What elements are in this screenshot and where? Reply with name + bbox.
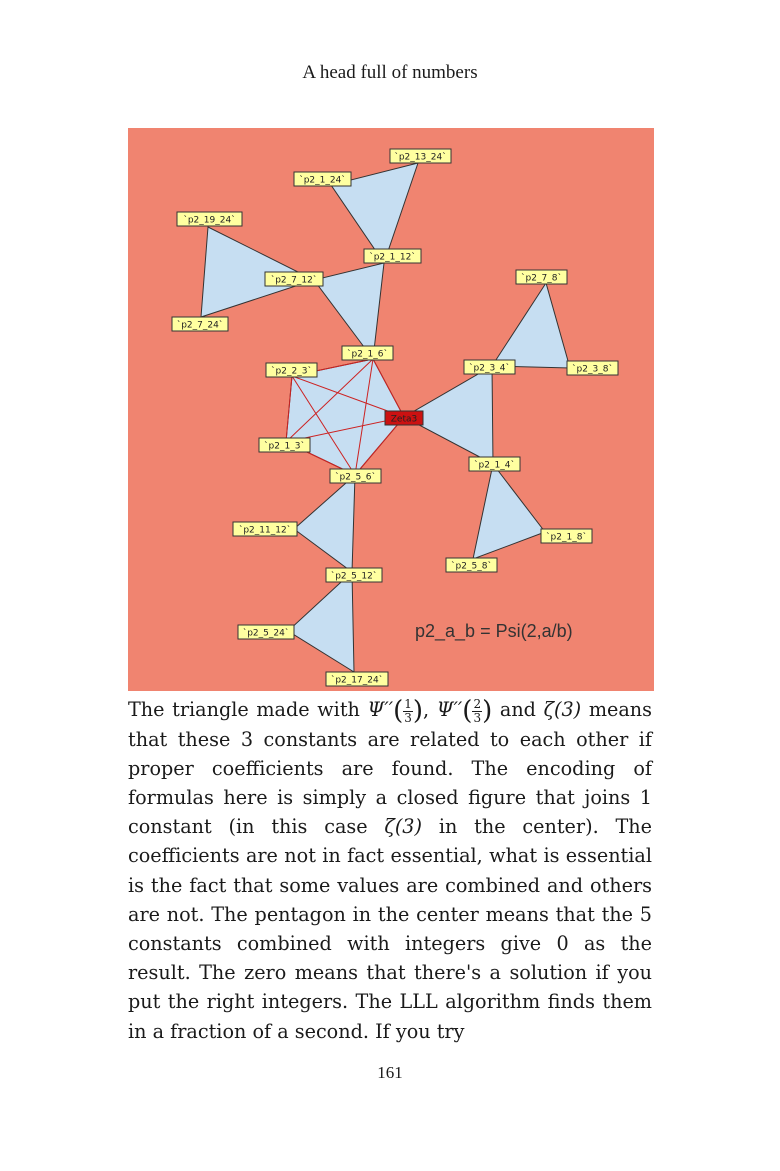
node-p2-1-12 [364, 249, 421, 263]
text-intro: The triangle made with [128, 698, 368, 721]
node-label: `p2_13_24` [394, 152, 447, 163]
body-paragraph: The triangle made with Ψ′′( $\frac{1}{3}$ ), Ψ′′( $\frac{2}{3}$ ) and ζ(3) means that these 3 constants are related to each other if proper coefficients are found. The encoding of formulas here is simply a closed figure that joins 1 constant (in this case ζ(3) in the center). The coefficients are not in fact essential, what is essential is the fact that some values are combined and others are not. The pentagon in the center means that the 5 constants combined with integers give 0 as the result. The zero means that there's a solution if you put the right integers. The LLL algorithm finds them in a fraction of a second. If you try [128, 696, 653, 1043]
fraction-one-third [403, 698, 413, 725]
text-middle: means that these 3 constants are related to each other if proper coefficients are found. The encoding of formulas here is simply a closed figure that joins 1 constant (in this case [128, 698, 653, 839]
node-label: `p2_1_12` [369, 252, 416, 263]
node-p2-1-3 [259, 438, 310, 452]
node-label: `p2_11_12` [238, 525, 292, 536]
node-p2-11-12 [233, 522, 297, 536]
node-label: `p2_7_12` [270, 275, 318, 286]
node-label: `p2_1_8` [546, 532, 587, 543]
node-p2-1-6 [342, 346, 393, 360]
node-p2-5-8 [446, 558, 497, 572]
node-p2-5-12 [326, 568, 382, 582]
fraction-two-thirds [472, 698, 482, 725]
node-p2-7-24 [172, 317, 228, 331]
node-p2-7-8 [516, 270, 567, 284]
fraction-denominator: 3 [473, 710, 482, 725]
node-p2-1-4 [469, 457, 520, 471]
comma: , [423, 698, 437, 721]
node-label: `p2_7_24` [176, 320, 224, 331]
node-label: `p2_3_4` [469, 363, 510, 374]
node-label: `p2_1_4` [474, 460, 515, 471]
running-header: A head full of numbers [302, 62, 478, 83]
fraction-numerator: 2 [473, 696, 482, 711]
psi-symbol: Ψ′′ [436, 698, 463, 721]
node-label: `p2_17_24` [330, 675, 384, 686]
fraction-denominator: 3 [404, 710, 412, 725]
formula-label: p2_a_b = Psi(2,a/b) [415, 621, 573, 641]
fraction-numerator: 1 [404, 696, 412, 711]
node-label: `p2_1_24` [299, 175, 346, 186]
node-p2-7-12 [265, 272, 323, 286]
node-label: `p2_5_6` [335, 472, 376, 483]
node-p2-5-24 [238, 625, 294, 639]
node-p2-13-24 [390, 149, 451, 163]
node-label: `p2_2_3` [271, 366, 312, 377]
node-p2-19-24 [177, 212, 242, 226]
psi-symbol: Ψ′′ [367, 698, 394, 721]
zeta-three: ζ(3) [384, 815, 423, 839]
zeta-three: ζ(3) [543, 698, 582, 721]
node-label: `p2_19_24` [183, 215, 236, 226]
node-zeta3 [385, 411, 423, 425]
text-end: in the center). The coefficients are not in fact essential, what is essential is the fact that some values are combined and others are not. The pentagon in the center means that the 5 constants combined with integers give 0 as the result. The zero means that there's a solution if you put the right integers. The LLL algorithm finds them in a fraction of a second. If you try [128, 815, 652, 1043]
node-label: `p2_5_8` [451, 561, 492, 572]
node-p2-3-8 [567, 361, 618, 375]
and-word: and [492, 698, 544, 721]
node-label: `p2_1_3` [264, 441, 305, 452]
node-p2-1-8 [541, 529, 592, 543]
node-label: `p2_3_8` [572, 364, 613, 375]
node-label: `p2_7_8` [521, 273, 562, 284]
node-p2-1-24 [294, 172, 351, 186]
node-p2-17-24 [326, 672, 388, 686]
node-p2-5-6 [330, 469, 381, 483]
node-label: Zeta3 [390, 414, 418, 425]
node-label: `p2_1_6` [347, 349, 388, 360]
constant-relation-diagram [128, 128, 654, 691]
node-label: `p2_5_24` [242, 628, 290, 639]
page-number: 161 [377, 1063, 403, 1082]
node-p2-2-3 [266, 363, 317, 377]
node-label: `p2_5_12` [330, 571, 378, 582]
node-p2-3-4 [464, 360, 515, 374]
